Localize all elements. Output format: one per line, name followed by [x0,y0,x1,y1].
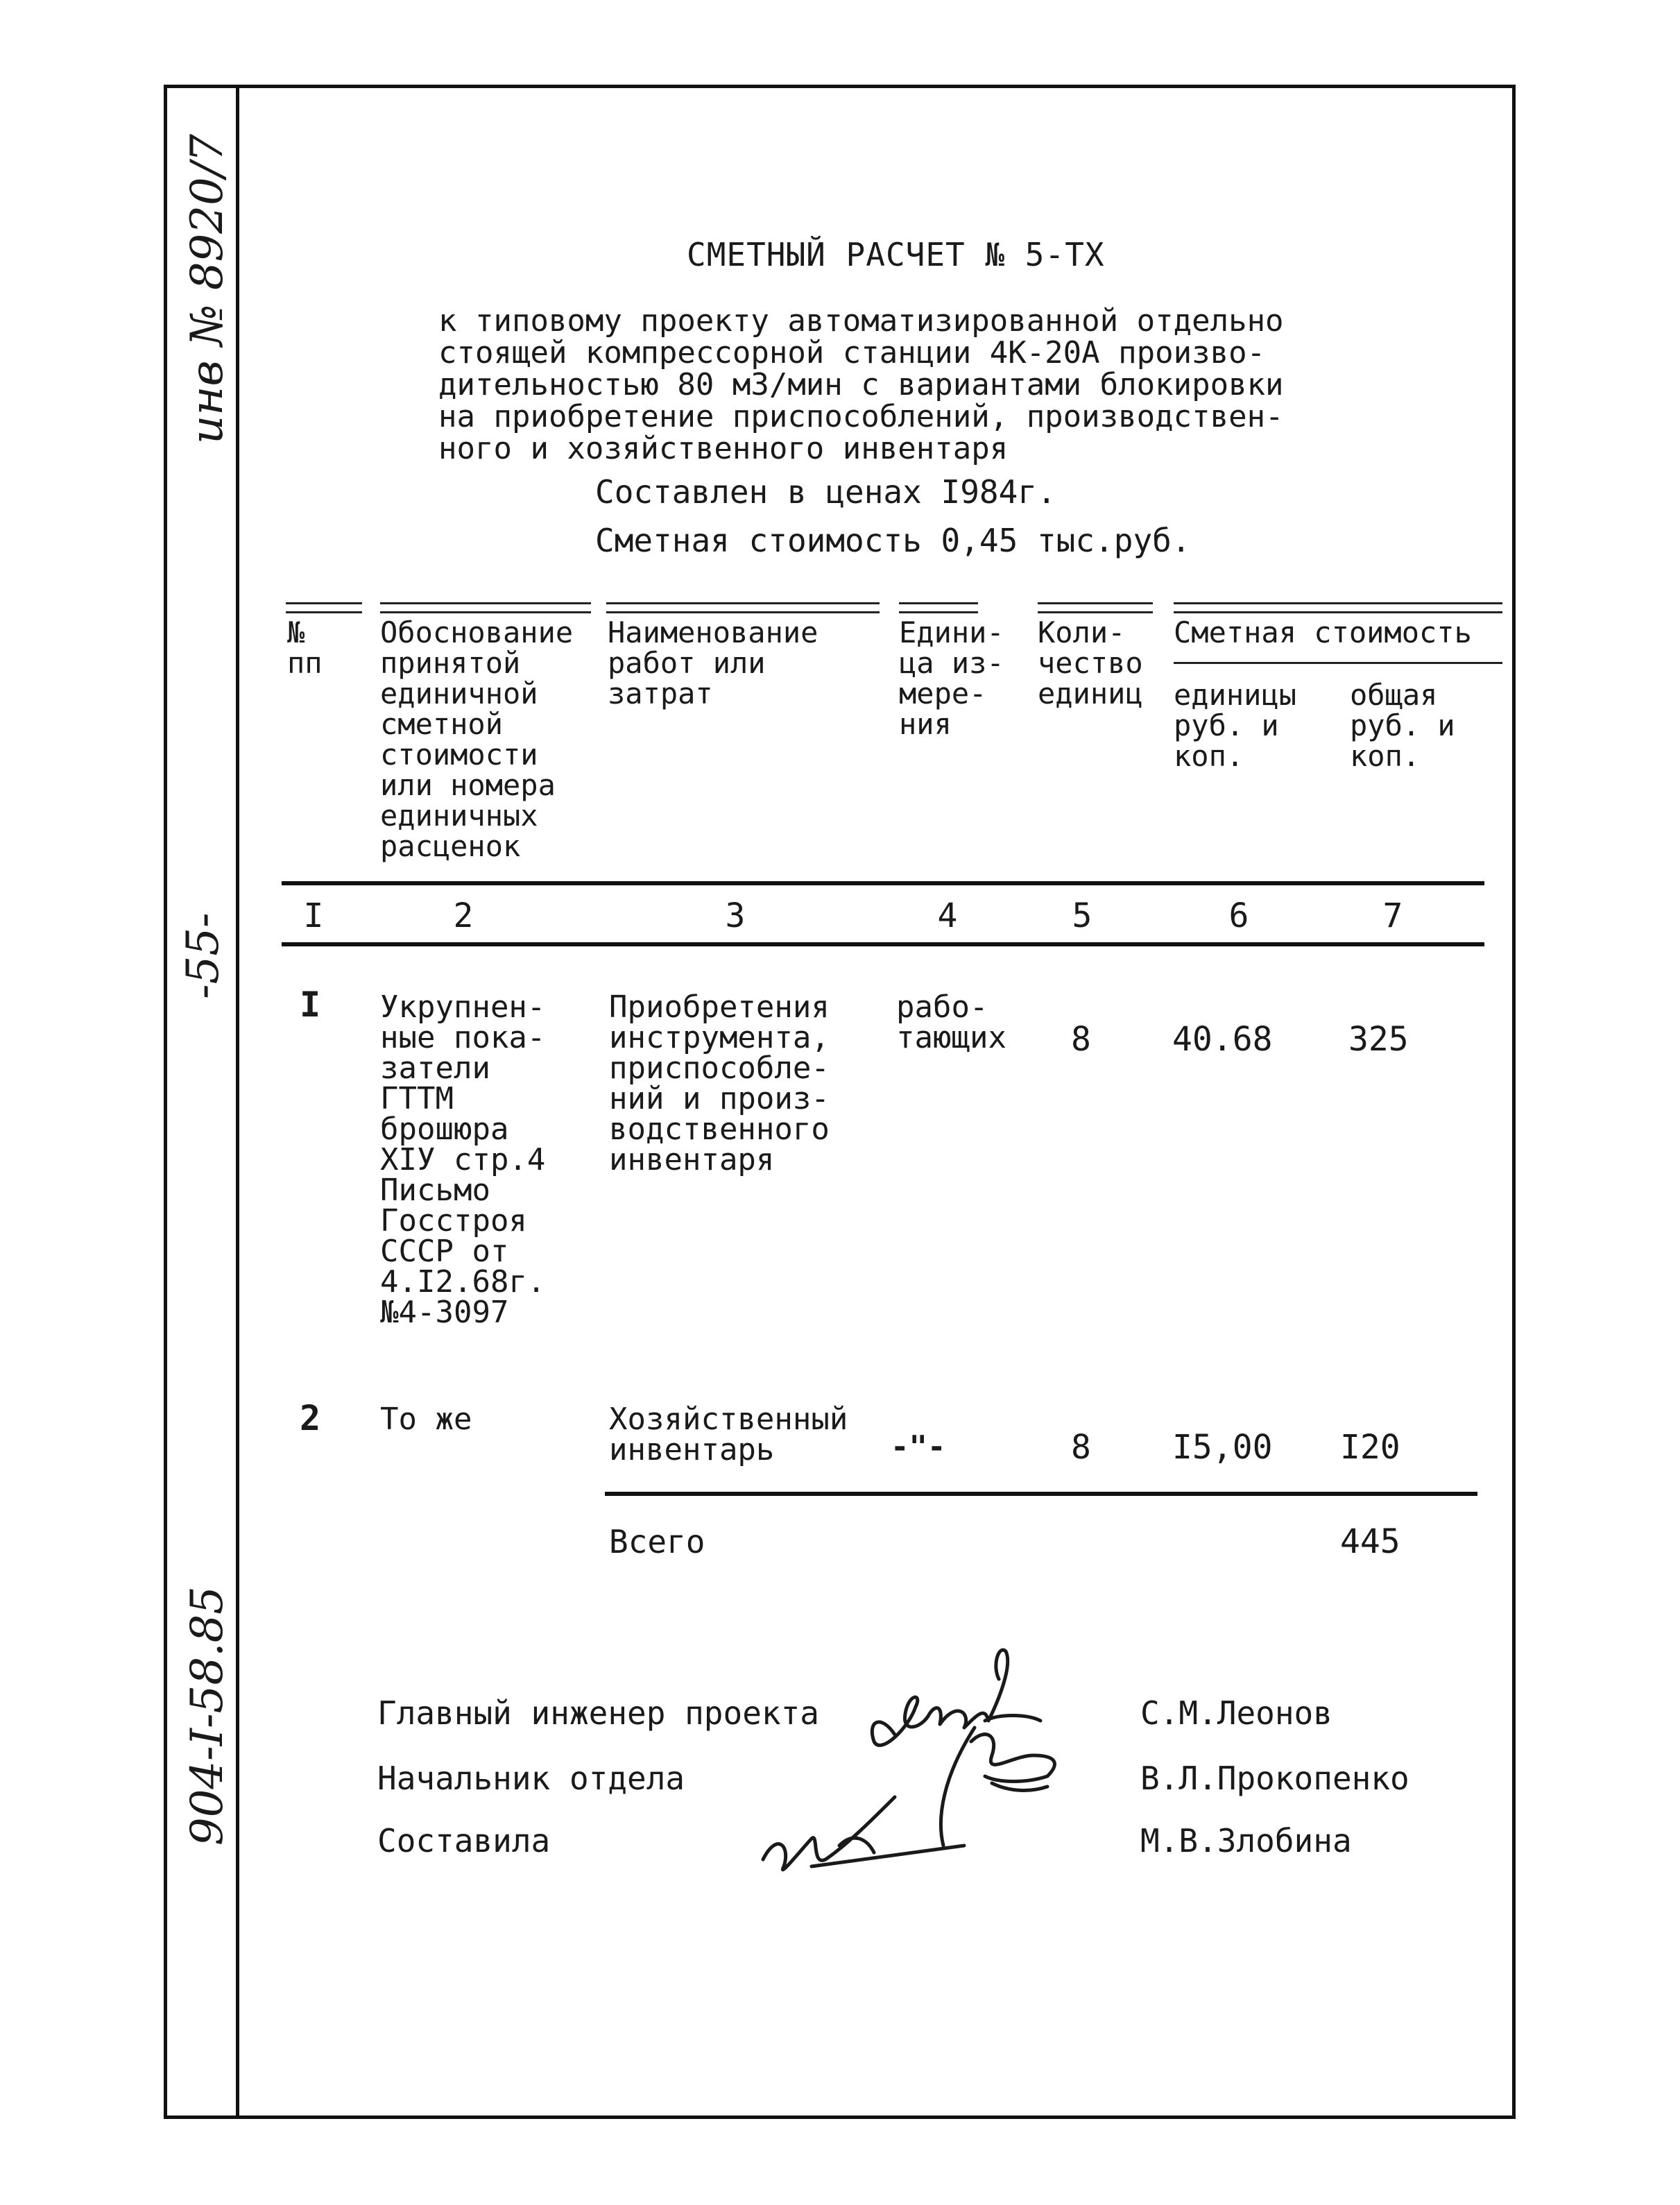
total-label: Всего [609,1523,705,1560]
column-number: I [303,896,324,935]
column-number: 2 [453,896,474,935]
row-unit: рабо- тающих [896,989,1006,1055]
prices-basis: Составлен в ценах I984г. [595,473,1056,511]
description-line: ного и хозяйственного инвентаря [438,431,1009,466]
description-line: к типовому проекту автоматизированной отдельно [438,303,1284,339]
row-unit-cost: 40.68 [1172,1020,1273,1059]
row-name: Приобретения инструмента, приспособле- ний и произ- водственного инвентаря [609,989,830,1177]
description-line: на приобретение приспособлений, производствен- [438,399,1284,434]
cost-group-divider [1174,662,1502,664]
column-number: 4 [937,896,958,935]
page-number: -55- [178,912,229,999]
table-top-rule [606,602,880,613]
row-number: I [300,985,321,1025]
column-numbers-bottom-rule [282,942,1484,946]
row-quantity: 8 [1071,1020,1091,1059]
description-line: дительностью 80 м3/мин с вариантами блокировки [438,367,1284,402]
frame-inner-line [236,85,239,2119]
signature-role: Составила [377,1822,551,1859]
column-number: 3 [725,896,746,935]
row-total-cost: 325 [1348,1020,1409,1059]
header-bottom-rule [282,881,1484,885]
signature-name: В.Л.Прокопенко [1140,1760,1409,1797]
document-title: СМЕТНЫЙ РАСЧЕТ № 5-ТХ [687,236,1105,273]
header-no: № пп [287,615,323,680]
estimated-cost: Сметная стоимость 0,45 тыс.руб. [595,522,1191,559]
project-code: 904-I-58.85 [182,1586,233,1846]
signature-role: Начальник отдела [377,1760,685,1797]
row-number: 2 [300,1398,321,1438]
row-basis: То же [380,1402,472,1437]
header-unit-cost: единицы руб. и коп. [1174,678,1297,773]
header-cost-group: Сметная стоимость [1174,615,1472,649]
signature-name: С.М.Леонов [1140,1694,1332,1732]
header-name: Наименование работ или затрат [608,615,818,710]
frame-left-line [164,85,167,2119]
row-unit-cost: I5,00 [1172,1428,1273,1467]
frame-top-line [164,85,1515,88]
signature-name: М.В.Злобина [1140,1822,1352,1859]
header-basis: Обоснование принятой единичной сметной стоимости или номера единичных расценок [380,615,574,863]
column-number: 5 [1072,896,1092,935]
signature-role: Главный инженер проекта [377,1694,819,1732]
inventory-number: инв № 8920/7 [182,133,233,444]
row-basis: Укрупнен- ные пока- затели ГТТМ брошюра XIУ стр.4 Письмо Госстроя СССР от 4.I2.68г. №4-3097 [380,989,546,1330]
column-number: 7 [1382,896,1403,935]
column-number: 6 [1228,896,1249,935]
header-total-cost: общая руб. и коп. [1350,678,1455,773]
header-unit: Едини- ца из- мере- ния [899,615,1004,741]
table-top-rule [1174,602,1502,613]
row-total-cost: I20 [1340,1428,1400,1467]
table-top-rule [1038,602,1153,613]
table-top-rule [380,602,591,613]
header-quantity: Коли- чество единиц [1038,615,1143,710]
description-line: стоящей компрессорной станции 4К-20А произво- [438,335,1266,371]
row-unit: -"- [891,1429,946,1465]
handwritten-signatures [735,1637,1110,1915]
row-quantity: 8 [1071,1428,1091,1467]
total-rule [605,1492,1477,1496]
frame-bottom-line [164,2115,1515,2119]
table-top-rule [286,602,362,613]
frame-right-line [1512,85,1516,2119]
total-value: 445 [1340,1522,1400,1561]
row-name: Хозяйственный инвентарь [609,1402,848,1467]
table-top-rule [899,602,978,613]
document-description [438,305,1368,465]
